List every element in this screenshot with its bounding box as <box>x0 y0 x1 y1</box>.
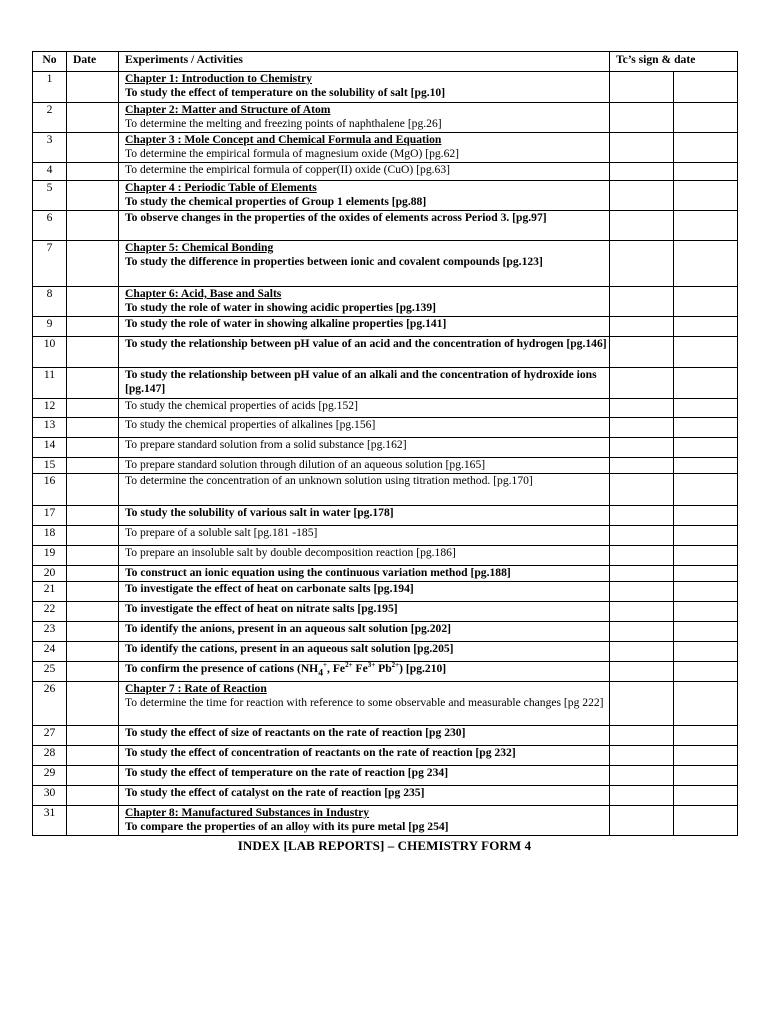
date-cell[interactable] <box>67 337 119 368</box>
table-row <box>33 526 738 546</box>
tc-sign-cell[interactable] <box>610 546 674 566</box>
experiment-cell <box>119 746 610 766</box>
row-number: 14 <box>33 438 67 458</box>
date-cell[interactable] <box>67 526 119 546</box>
tc-sign-cell[interactable] <box>610 103 674 133</box>
activity-text: To identify the anions, present in an aqueous salt solution [pg.202] <box>125 622 451 635</box>
experiment-cell <box>119 566 610 582</box>
tc-date-cell[interactable] <box>674 133 738 163</box>
activity-text-lead: To confirm the presence of cations (NH <box>125 662 319 675</box>
date-cell[interactable] <box>67 399 119 418</box>
chapter-heading: Chapter 6: Acid, Base and Salts <box>125 287 282 300</box>
tc-date-cell[interactable] <box>674 103 738 133</box>
row-number: 10 <box>33 337 67 368</box>
row-number: 17 <box>33 506 67 526</box>
experiment-cell <box>119 211 610 241</box>
experiment-cell <box>119 766 610 786</box>
experiment-cell <box>119 726 610 746</box>
tc-sign-cell[interactable] <box>610 399 674 418</box>
table-row <box>33 546 738 566</box>
formula-superscript: + <box>323 661 328 670</box>
experiment-cell <box>119 241 610 287</box>
tc-sign-cell[interactable] <box>610 458 674 474</box>
activity-text: To investigate the effect of heat on nitrate salts [pg.195] <box>125 602 398 615</box>
tc-date-cell[interactable] <box>674 418 738 438</box>
tc-date-cell[interactable] <box>674 287 738 317</box>
table-row <box>33 438 738 458</box>
tc-date-cell[interactable] <box>674 582 738 602</box>
row-number: 11 <box>33 368 67 399</box>
activity-text: To determine the melting and freezing points of naphthalene [pg.26] <box>125 117 442 130</box>
tc-sign-cell[interactable] <box>610 287 674 317</box>
row-number: 19 <box>33 546 67 566</box>
date-cell[interactable] <box>67 746 119 766</box>
page-title: INDEX [LAB REPORTS] – CHEMISTRY FORM 4 <box>237 838 532 853</box>
activity-text: To study the effect of temperature on the solubility of salt [pg.10] <box>125 86 446 99</box>
header-date: Date <box>67 52 119 72</box>
date-cell[interactable] <box>67 211 119 241</box>
activity-text: To study the relationship between pH value of an alkali and the concentration of hydroxide ions [pg.147] <box>125 368 597 395</box>
row-number: 31 <box>33 806 67 836</box>
tc-sign-cell[interactable] <box>610 766 674 786</box>
row-number: 12 <box>33 399 67 418</box>
date-cell[interactable] <box>67 241 119 287</box>
activity-text: To study the chemical properties of alkalines [pg.156] <box>125 418 376 431</box>
chapter-heading: Chapter 4 : Periodic Table of Elements <box>125 181 317 194</box>
date-cell[interactable] <box>67 662 119 682</box>
chapter-heading: Chapter 7 : Rate of Reaction <box>125 682 267 695</box>
table-row <box>33 458 738 474</box>
tc-sign-cell[interactable] <box>610 746 674 766</box>
date-cell[interactable] <box>67 806 119 836</box>
tc-date-cell[interactable] <box>674 642 738 662</box>
table-row <box>33 317 738 337</box>
table-row <box>33 766 738 786</box>
tc-date-cell[interactable] <box>674 566 738 582</box>
tc-date-cell[interactable] <box>674 786 738 806</box>
table-row <box>33 682 738 726</box>
experiment-cell <box>119 368 610 399</box>
date-cell[interactable] <box>67 622 119 642</box>
activity-text: To prepare standard solution from a solid substance [pg.162] <box>125 438 407 451</box>
experiment-cell <box>119 526 610 546</box>
date-cell[interactable] <box>67 786 119 806</box>
tc-date-cell[interactable] <box>674 163 738 181</box>
date-cell[interactable] <box>67 103 119 133</box>
row-number: 23 <box>33 622 67 642</box>
activity-text: To prepare of a soluble salt [pg.181 -185] <box>125 526 318 539</box>
tc-sign-cell[interactable] <box>610 806 674 836</box>
tc-sign-cell[interactable] <box>610 642 674 662</box>
experiment-cell <box>119 506 610 526</box>
formula-subscript: 4 <box>318 667 324 679</box>
experiment-cell <box>119 337 610 368</box>
table-body <box>33 72 738 836</box>
date-cell[interactable] <box>67 72 119 103</box>
activity-text: To construct an ionic equation using the continuous variation method [pg.188] <box>125 566 511 579</box>
experiment-cell <box>119 806 610 836</box>
table-row <box>33 786 738 806</box>
activity-text: To prepare standard solution through dilution of an aqueous solution [pg.165] <box>125 458 486 471</box>
chapter-heading: Chapter 1: Introduction to Chemistry <box>125 72 312 85</box>
activity-text: To determine the empirical formula of magnesium oxide (MgO) [pg.62] <box>125 147 460 160</box>
formula-element: Fe <box>355 662 368 675</box>
table-row <box>33 133 738 163</box>
row-number: 3 <box>33 133 67 163</box>
tc-sign-cell[interactable] <box>610 506 674 526</box>
tc-sign-cell[interactable] <box>610 786 674 806</box>
activity-text: To study the effect of catalyst on the rate of reaction [pg 235] <box>125 786 425 799</box>
row-number: 4 <box>33 163 67 181</box>
experiment-cell <box>119 72 610 103</box>
experiment-cell <box>119 103 610 133</box>
table-row <box>33 287 738 317</box>
experiment-cell <box>119 642 610 662</box>
date-cell[interactable] <box>67 181 119 211</box>
table-row <box>33 163 738 181</box>
tc-sign-cell[interactable] <box>610 726 674 746</box>
tc-date-cell[interactable] <box>674 682 738 726</box>
experiment-cell <box>119 181 610 211</box>
row-number: 15 <box>33 458 67 474</box>
tc-sign-cell[interactable] <box>610 602 674 622</box>
table-row <box>33 602 738 622</box>
experiment-cell <box>119 786 610 806</box>
header-row <box>33 52 738 72</box>
chapter-heading: Chapter 2: Matter and Structure of Atom <box>125 103 331 116</box>
date-cell[interactable] <box>67 766 119 786</box>
experiment-cell <box>119 662 610 682</box>
activity-text: To study the effect of concentration of reactants on the rate of reaction [pg 232] <box>125 746 516 759</box>
row-number: 24 <box>33 642 67 662</box>
tc-date-cell[interactable] <box>674 181 738 211</box>
experiment-cell <box>119 399 610 418</box>
activity-text: To compare the properties of an alloy with its pure metal [pg 254] <box>125 820 449 833</box>
tc-date-cell[interactable] <box>674 337 738 368</box>
experiment-cell <box>119 133 610 163</box>
activity-text: To study the effect of size of reactants on the rate of reaction [pg 230] <box>125 726 466 739</box>
experiment-cell <box>119 622 610 642</box>
tc-sign-cell[interactable] <box>610 368 674 399</box>
tc-sign-cell[interactable] <box>610 662 674 682</box>
table-row <box>33 181 738 211</box>
table-row <box>33 746 738 766</box>
tc-sign-cell[interactable] <box>610 418 674 438</box>
formula-element: Fe <box>332 662 346 675</box>
activity-text: To study the solubility of various salt in water [pg.178] <box>125 506 394 519</box>
tc-date-cell[interactable] <box>674 474 738 506</box>
tc-sign-cell[interactable] <box>610 241 674 287</box>
activity-text: To determine the concentration of an unknown solution using titration method. [pg.170] <box>125 474 533 487</box>
tc-date-cell[interactable] <box>674 602 738 622</box>
activity-text: To confirm the presence of cations ($NH_4^+$, $Fe^{2+}$ $Fe^{3+}$ $Pb^{2+}$) [pg.210] <box>125 661 447 679</box>
tc-date-cell[interactable] <box>674 458 738 474</box>
date-cell[interactable] <box>67 287 119 317</box>
header-tc-sign: Tc’s sign & date <box>610 52 738 72</box>
table-row <box>33 806 738 836</box>
activity-text: To study the effect of temperature on the rate of reaction [pg 234] <box>125 766 449 779</box>
chapter-heading: Chapter 5: Chemical Bonding <box>125 241 274 254</box>
tc-sign-cell[interactable] <box>610 133 674 163</box>
table-row <box>33 582 738 602</box>
tc-date-cell[interactable] <box>674 766 738 786</box>
row-number: 26 <box>33 682 67 726</box>
table-row <box>33 211 738 241</box>
row-number: 30 <box>33 786 67 806</box>
tc-sign-cell[interactable] <box>610 566 674 582</box>
table-row <box>33 103 738 133</box>
tc-date-cell[interactable] <box>674 368 738 399</box>
table-row <box>33 241 738 287</box>
tc-date-cell[interactable] <box>674 241 738 287</box>
tc-sign-cell[interactable] <box>610 211 674 241</box>
tc-sign-cell[interactable] <box>610 181 674 211</box>
tc-date-cell[interactable] <box>674 506 738 526</box>
tc-date-cell[interactable] <box>674 746 738 766</box>
experiment-cell <box>119 682 610 726</box>
row-number: 13 <box>33 418 67 438</box>
table-row <box>33 622 738 642</box>
row-number: 5 <box>33 181 67 211</box>
tc-date-cell[interactable] <box>674 546 738 566</box>
table-row <box>33 642 738 662</box>
header-experiments: Experiments / Activities <box>119 52 610 72</box>
date-cell[interactable] <box>67 642 119 662</box>
table-row <box>33 368 738 399</box>
header-no: No <box>33 52 67 72</box>
tc-sign-cell[interactable] <box>610 682 674 726</box>
experiment-cell <box>119 582 610 602</box>
tc-date-cell[interactable] <box>674 317 738 337</box>
row-number: 9 <box>33 317 67 337</box>
activity-text-tail: ) [pg.210] <box>399 662 447 675</box>
experiment-cell <box>119 458 610 474</box>
activity-text: To study the chemical properties of acids [pg.152] <box>125 399 358 412</box>
table-row <box>33 399 738 418</box>
row-number: 16 <box>33 474 67 506</box>
row-number: 18 <box>33 526 67 546</box>
date-cell[interactable] <box>67 602 119 622</box>
formula-element: Pb <box>378 662 392 675</box>
date-cell[interactable] <box>67 458 119 474</box>
tc-sign-cell[interactable] <box>610 72 674 103</box>
date-cell[interactable] <box>67 546 119 566</box>
table-row <box>33 337 738 368</box>
row-number: 8 <box>33 287 67 317</box>
activity-text: To study the role of water in showing alkaline properties [pg.141] <box>125 317 447 330</box>
tc-date-cell[interactable] <box>674 806 738 836</box>
table-row <box>33 662 738 682</box>
experiment-cell <box>119 438 610 458</box>
date-cell[interactable] <box>67 566 119 582</box>
row-number: 29 <box>33 766 67 786</box>
experiment-cell <box>119 474 610 506</box>
experiment-cell <box>119 546 610 566</box>
experiment-cell <box>119 602 610 622</box>
row-number: 22 <box>33 602 67 622</box>
date-cell[interactable] <box>67 682 119 726</box>
row-number: 7 <box>33 241 67 287</box>
activity-text: To determine the time for reaction with reference to some observable and measurable changes [pg 222] <box>125 696 604 709</box>
chapter-heading: Chapter 3 : Mole Concept and Chemical Formula and Equation <box>125 133 442 146</box>
tc-date-cell[interactable] <box>674 211 738 241</box>
table-row <box>33 506 738 526</box>
activity-text: To study the chemical properties of Group 1 elements [pg.88] <box>125 195 427 208</box>
activity-text: To investigate the effect of heat on carbonate salts [pg.194] <box>125 582 414 595</box>
row-number: 27 <box>33 726 67 746</box>
date-cell[interactable] <box>67 163 119 181</box>
row-number: 6 <box>33 211 67 241</box>
activity-text: To study the relationship between pH value of an acid and the concentration of hydrogen [pg.146] <box>125 337 607 350</box>
row-number: 2 <box>33 103 67 133</box>
activity-text: To determine the empirical formula of copper(II) oxide (CuO) [pg.63] <box>125 163 450 176</box>
experiment-cell <box>119 287 610 317</box>
tc-sign-cell[interactable] <box>610 526 674 546</box>
experiment-cell <box>119 163 610 181</box>
experiment-cell <box>119 317 610 337</box>
tc-date-cell[interactable] <box>674 662 738 682</box>
date-cell[interactable] <box>67 726 119 746</box>
row-number: 20 <box>33 566 67 582</box>
activity-text: To study the role of water in showing acidic properties [pg.139] <box>125 301 436 314</box>
row-number: 25 <box>33 662 67 682</box>
chapter-heading: Chapter 8: Manufactured Substances in Industry <box>125 806 370 819</box>
date-cell[interactable] <box>67 317 119 337</box>
tc-date-cell[interactable] <box>674 399 738 418</box>
tc-sign-cell[interactable] <box>610 163 674 181</box>
lab-report-index-table <box>32 51 738 836</box>
tc-sign-cell[interactable] <box>610 474 674 506</box>
tc-sign-cell[interactable] <box>610 337 674 368</box>
activity-text: To study the difference in properties between ionic and covalent compounds [pg.123] <box>125 255 543 268</box>
activity-text: To prepare an insoluble salt by double decomposition reaction [pg.186] <box>125 546 456 559</box>
row-number: 28 <box>33 746 67 766</box>
table-row <box>33 726 738 746</box>
table-row <box>33 418 738 438</box>
tc-date-cell[interactable] <box>674 438 738 458</box>
tc-date-cell[interactable] <box>674 72 738 103</box>
experiment-cell <box>119 418 610 438</box>
tc-date-cell[interactable] <box>674 726 738 746</box>
date-cell[interactable] <box>67 506 119 526</box>
date-cell[interactable] <box>67 474 119 506</box>
formula-superscript: 2+ <box>391 661 400 670</box>
table-row <box>33 474 738 506</box>
date-cell[interactable] <box>67 438 119 458</box>
tc-sign-cell[interactable] <box>610 622 674 642</box>
tc-date-cell[interactable] <box>674 526 738 546</box>
activity-text: To identify the cations, present in an aqueous salt solution [pg.205] <box>125 642 454 655</box>
date-cell[interactable] <box>67 582 119 602</box>
tc-date-cell[interactable] <box>674 622 738 642</box>
formula-superscript: 3+ <box>367 661 376 670</box>
table-row <box>33 72 738 103</box>
tc-sign-cell[interactable] <box>610 438 674 458</box>
date-cell[interactable] <box>67 418 119 438</box>
date-cell[interactable] <box>67 133 119 163</box>
formula-superscript: 2+ <box>345 661 353 670</box>
table-row <box>33 566 738 582</box>
date-cell[interactable] <box>67 368 119 399</box>
row-number: 21 <box>33 582 67 602</box>
row-number: 1 <box>33 72 67 103</box>
tc-sign-cell[interactable] <box>610 582 674 602</box>
activity-text: To observe changes in the properties of the oxides of elements across Period 3. [pg.97] <box>125 211 547 224</box>
tc-sign-cell[interactable] <box>610 317 674 337</box>
